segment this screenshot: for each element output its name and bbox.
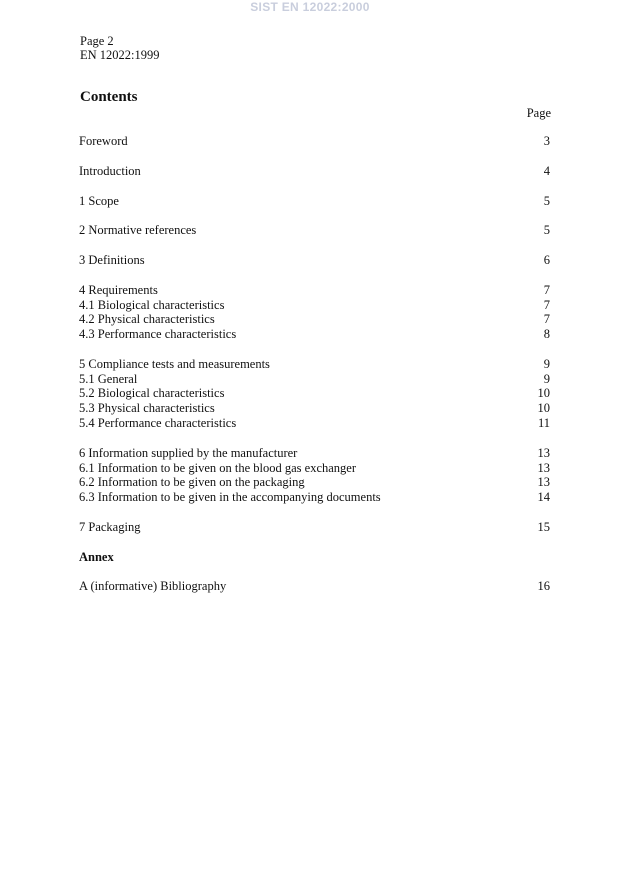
toc-entry-6-1[interactable] bbox=[79, 461, 551, 476]
toc-entry-page: 8 bbox=[543, 327, 550, 341]
toc-entry-definitions[interactable] bbox=[79, 253, 551, 268]
toc-entry-page: 10 bbox=[537, 386, 550, 400]
toc-entry-title: 4.1 Biological characteristics bbox=[79, 298, 225, 312]
toc-entry-foreword[interactable] bbox=[79, 134, 551, 149]
toc-entry-6-3[interactable] bbox=[79, 490, 551, 505]
page-header bbox=[80, 34, 160, 62]
toc-entry-page: 13 bbox=[537, 446, 550, 460]
toc-entry-annex-a[interactable] bbox=[79, 579, 551, 594]
toc-entry-page: 16 bbox=[537, 579, 550, 593]
toc-entry-page: 4 bbox=[543, 164, 550, 178]
toc-entry-title: Introduction bbox=[79, 164, 141, 178]
toc-entry-page: 5 bbox=[543, 223, 550, 237]
toc-entry-title: 6.3 Information to be given in the accompanying documents bbox=[79, 490, 381, 504]
annex-heading: Annex bbox=[79, 550, 114, 564]
toc-entry-title: 4.3 Performance characteristics bbox=[79, 327, 237, 341]
toc-entry-title: 6.2 Information to be given on the packaging bbox=[79, 475, 305, 489]
toc-entry-page: 5 bbox=[543, 194, 550, 208]
toc-entry-page: 13 bbox=[537, 461, 550, 475]
toc-entry-compliance-tests[interactable] bbox=[79, 357, 551, 372]
toc-entry-4-3[interactable] bbox=[79, 327, 551, 342]
toc-entry-introduction[interactable] bbox=[79, 164, 551, 179]
toc-entry-page: 9 bbox=[543, 372, 550, 386]
toc-entry-page: 11 bbox=[537, 416, 550, 430]
toc-entry-6-2[interactable] bbox=[79, 475, 551, 490]
toc-entry-title: A (informative) Bibliography bbox=[79, 579, 227, 593]
watermark-text: SIST EN 12022:2000 bbox=[250, 0, 370, 14]
document-id: EN 12022:1999 bbox=[80, 48, 160, 62]
toc-entry-4-1[interactable] bbox=[79, 298, 551, 313]
toc-entry-title: 5.3 Physical characteristics bbox=[79, 401, 215, 415]
page-number-label: Page 2 bbox=[80, 34, 114, 48]
toc-entry-title: 6 Information supplied by the manufacturer bbox=[79, 446, 298, 460]
toc-entry-page: 10 bbox=[537, 401, 550, 415]
toc-entry-5-1[interactable] bbox=[79, 372, 551, 387]
toc-entry-title: 5 Compliance tests and measurements bbox=[79, 357, 270, 371]
toc-entry-5-3[interactable] bbox=[79, 401, 551, 416]
toc-entry-5-4[interactable] bbox=[79, 416, 551, 431]
toc-entry-title: 4 Requirements bbox=[79, 283, 158, 297]
toc-entry-page: 14 bbox=[537, 490, 550, 504]
toc-entry-title: 2 Normative references bbox=[79, 223, 197, 237]
toc-entry-scope[interactable] bbox=[79, 194, 551, 209]
toc-entry-packaging[interactable] bbox=[79, 520, 551, 535]
toc-entry-page: 7 bbox=[543, 298, 550, 312]
toc-entry-information-supplied[interactable] bbox=[79, 446, 551, 461]
page-column-heading: Page bbox=[526, 106, 551, 120]
toc-entry-page: 7 bbox=[543, 312, 550, 326]
toc-entry-title: 4.2 Physical characteristics bbox=[79, 312, 215, 326]
toc-entry-title: 5.4 Performance characteristics bbox=[79, 416, 237, 430]
toc-entry-page: 15 bbox=[537, 520, 550, 534]
toc-entry-title: 6.1 Information to be given on the blood gas exchanger bbox=[79, 461, 357, 475]
toc-entry-title: 5.1 General bbox=[79, 372, 138, 386]
toc-entry-page: 3 bbox=[543, 134, 550, 148]
toc-entry-page: 6 bbox=[543, 253, 550, 267]
contents-heading: Contents bbox=[80, 89, 138, 105]
toc-entry-title: 3 Definitions bbox=[79, 253, 145, 267]
toc-entry-5-2[interactable] bbox=[79, 386, 551, 401]
toc-entry-requirements[interactable] bbox=[79, 283, 551, 298]
toc-entry-page: 7 bbox=[543, 283, 550, 297]
toc-entry-page: 9 bbox=[543, 357, 550, 371]
toc-entry-page: 13 bbox=[537, 475, 550, 489]
toc-entry-title: 1 Scope bbox=[79, 194, 119, 208]
toc-entry-title: 5.2 Biological characteristics bbox=[79, 386, 225, 400]
toc-entry-title: 7 Packaging bbox=[79, 520, 141, 534]
toc-entry-title: Foreword bbox=[79, 134, 128, 148]
toc-entry-normative-references[interactable] bbox=[79, 223, 551, 238]
toc-entry-4-2[interactable] bbox=[79, 312, 551, 327]
